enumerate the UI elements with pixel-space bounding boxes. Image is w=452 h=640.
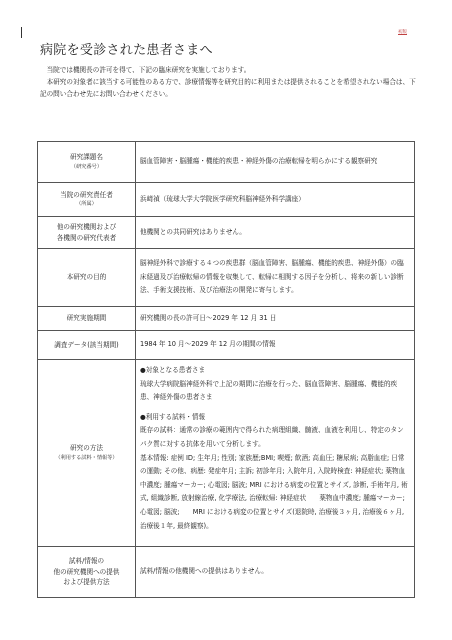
value-purpose: 脳神経外科で診療する４つの疾患群（脳血管障害、脳腫瘍、機能的疾患、神経外傷）の臨床経過及び治療転帰の情報を収集して、転帰に相関する因子を分析し、将来の新しい診断法、手術支援技術、及び治療法の開発に寄与します。 <box>136 249 415 307</box>
row-pi <box>38 183 415 217</box>
intro-text <box>40 65 416 100</box>
value-method <box>136 360 415 547</box>
value-sample-sharing: 試料/情報の他機関への提供はありません。 <box>136 547 415 598</box>
row-purpose <box>38 249 415 307</box>
method-existing-samples: 既存の試料：通常の診療の範囲内で得られた病理組織、髄液、血液を利用し、特定のタンパク質に対する抗体を用いて分析します。 <box>140 426 404 448</box>
label-study-title: 研究課題名 （研究番号） <box>38 142 136 183</box>
method-target-text: 琉球大学病院脳神経外科で上記の期間に治療を行った、脳血管障害、脳腫瘍、機能的疾患、神経外傷の患者さま <box>140 379 398 402</box>
label-method: 研究の方法 （利用する試料・情報等） <box>38 360 136 547</box>
value-period: 研究機関の長の許可日～2029 年 12 月 31 日 <box>136 307 415 331</box>
value-pi: 浜﨑禎（琉球大学大学院医学研究科脳神経外科学講座） <box>136 183 415 217</box>
version-link[interactable]: 初版 <box>398 30 407 35</box>
label-period: 研究実施期間 <box>38 307 136 331</box>
method-materials-heading: ●利用する試料・情報 <box>140 412 206 421</box>
value-data-period: 1984 年 10 月～2029 年 12 月の期間の情報 <box>136 331 415 360</box>
label-purpose: 本研究の目的 <box>38 249 136 307</box>
row-study-title <box>38 142 415 183</box>
row-data-period <box>38 331 415 360</box>
label-pi: 当院の研究責任者 （所属） <box>38 183 136 217</box>
label-data-period: 調査データ(該当期間) <box>38 331 136 360</box>
row-sample-sharing <box>38 547 415 598</box>
research-info-table <box>37 141 415 598</box>
value-study-title: 脳血管障害・脳腫瘍・機能的疾患・神経外傷の治療転帰を明らかにする観察研究 <box>136 142 415 183</box>
label-sample-sharing: 試料/情報の 他の研究機関への提供 および提供方法 <box>38 547 136 598</box>
value-other-institutions: 他機関との共同研究はありません。 <box>136 217 415 249</box>
page-title: 病院を受診された患者さまへ <box>40 43 213 58</box>
label-other-institutions: 他の研究機関および 各機関の研究代表者 <box>38 217 136 249</box>
margin-mark <box>21 27 22 38</box>
row-period <box>38 307 415 331</box>
intro-line-1: 当院では機関長の許可を得て、下記の臨床研究を実施しております。 <box>46 66 251 74</box>
row-method <box>38 360 415 547</box>
row-other-institutions <box>38 217 415 249</box>
intro-line-2: 本研究の対象者に該当する可能性のある方で、診療情報等を研究目的に利用または提供されることを希望されない場合は、下記の問い合わせ先にお問い合わせください。 <box>40 77 416 98</box>
method-basic-info: 基本情報: 症例 ID; 生年月; 性別; 家族歴;BMI; 喫煙; 飲酒; 高血圧; 糖尿病; 高脂血症; 日常の運動; その他、病歴: 発症年月; 主訴; 初診年月; 入院年月, 入院時検査: 神経症状; 薬物血中濃度; 腫瘍マーカー; 心電図; 脳波; MRI における病変の位置とサイズ, 診断, 手術年月, 術式, 組織診断, 放射線治療, 化学療法, 治療転帰: 神経症状 薬物血中濃度; 腫瘍マーカー; 心電図; 脳波; MRI における病変の位置とサイズ(退院時, 治療後３ヶ月, 治療後６ヶ月, 治療後１年, 最終観察)。 <box>140 453 408 530</box>
method-target-heading: ●対象となる患者さま <box>140 366 206 374</box>
